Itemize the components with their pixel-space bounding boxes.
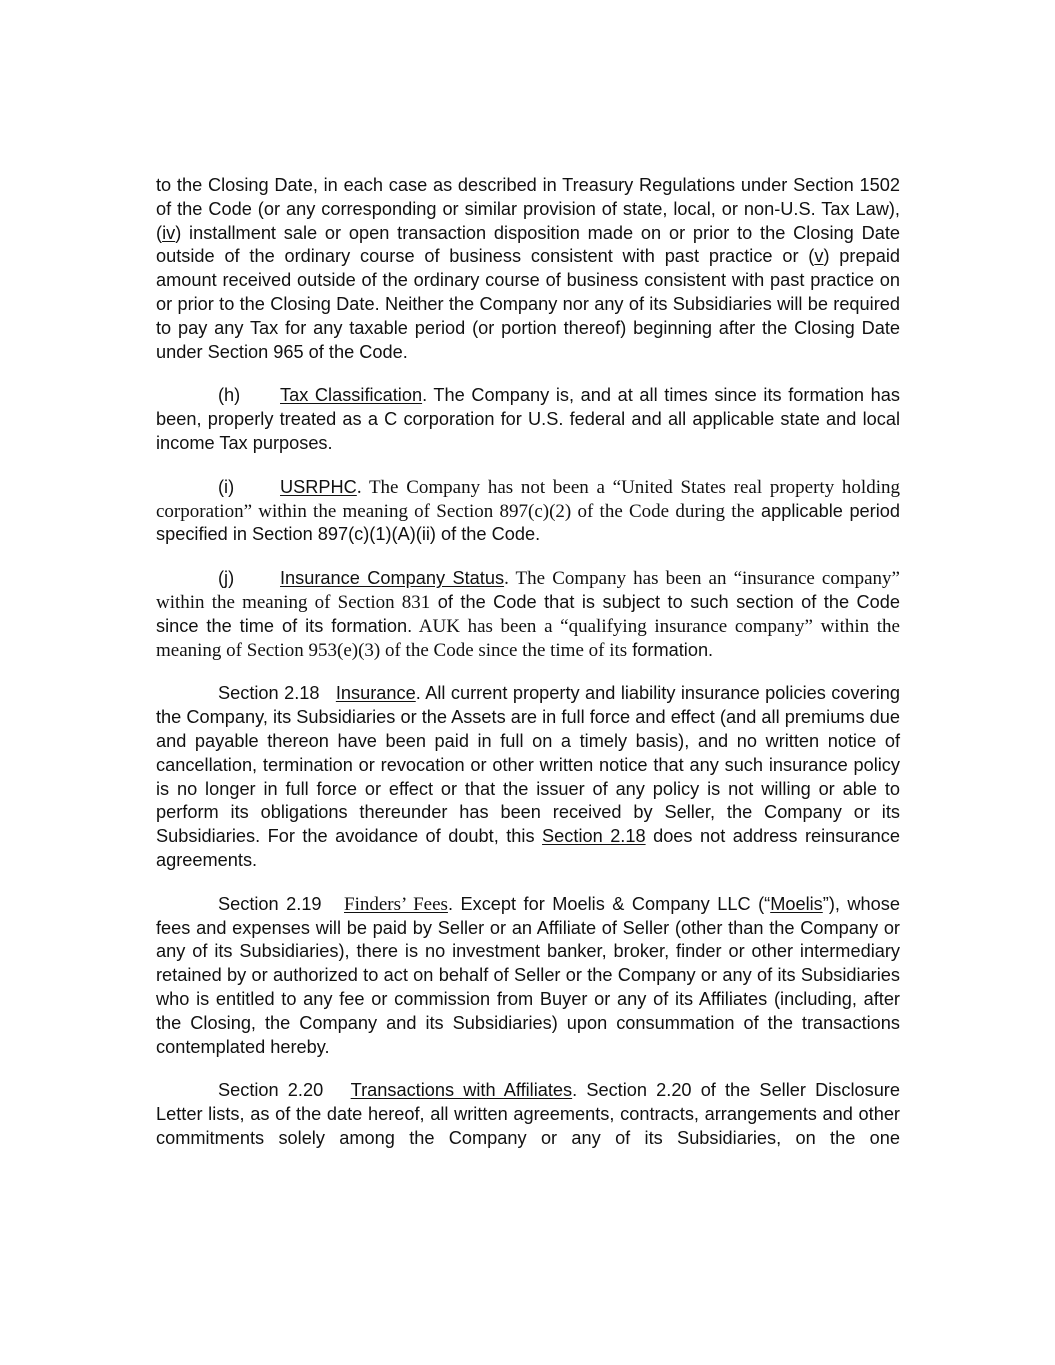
section-heading: Insurance [335,683,416,704]
section-text: . Section 2.20 of the Seller Disclosure Letter lists, as of the date hereof, all written agreements, contracts, arrangements and other commitments solely among the Company or any of its Subsidiaries, on the one [156,1080,900,1148]
clause-iv-label: iv [162,222,176,243]
section-text: ”), whose fees and expenses will be paid by Seller or an Affiliate of Seller (other than the Company or any of its Subsidiaries), there is no investment banker, broker, finder or other intermediary retained by or authorized to act on behalf of Seller or the Company or any of its Subsidiaries who is entitled to any fee or commission from Buyer or any of its Affiliates (including, after the Closing, the Company and its Subsidiaries) upon consummation of the transactions contemplated hereby. [156,893,900,1057]
paragraph-text: . The Company has not been a “United States real property holding corporation” within the meaning of Section 897(c)(2) of the Code during the [156,476,900,522]
paragraph-text: formation. [627,639,714,660]
paragraph-text: of the Code that is subject to such section of the Code since the time of its formation. [156,591,901,636]
paragraph-number: (h) [218,385,241,406]
section-text: . Except for Moelis & Company LLC (“ [447,893,771,914]
section-2-19-finders-fees [156,893,900,1060]
section-heading: Transactions with Affiliates [350,1080,573,1101]
section-2-20-transactions-with-affiliates [156,1079,900,1150]
paragraph-number: (j) [218,568,235,589]
text-run: ) prepaid amount received outside of the ordinary course of business consistent with past practice on or prior to the Closing Date. Neither the Company nor any of its Subsidiaries will be required to pay any Tax for any taxable period (or portion thereof) beginning after the Closing Date under Section 965 of the Code. [156,246,900,362]
text-run: to the Closing Date, in each case as described in Treasury Regulations under Section 1502 of the Code (or any corresponding or similar provision of state, local, or non-U.S. Tax Law), ( [156,175,900,243]
section-label: Section 2.20 [218,1080,324,1101]
section-2-18-insurance [156,682,900,872]
paragraph-text: applicable period specified in Section 897(c)(1)(A)(ii) of the Code. [156,500,900,545]
paragraph-tax-continuation [156,174,900,364]
section-cross-reference: Section 2.18 [542,826,646,847]
text-run: ) installment sale or open transaction disposition made on or prior to the Closing Date outside of the ordinary course of business consistent with past practice or ( [156,222,900,267]
section-text: does not address reinsurance agreements. [156,826,900,870]
paragraph-heading: Insurance Company Status [280,568,505,589]
paragraph-j-insurance-company-status [156,567,900,662]
section-heading: Finders’ Fees [344,893,448,915]
paragraph-text: AUK has been a “qualifying insurance company” within the meaning of Section 953(e)(3) of the Code since the time of its [156,615,900,661]
paragraph-i-usrphc [156,476,900,547]
paragraph-heading: USRPHC [280,476,357,497]
paragraph-text: . The Company has been an “insurance company” within the meaning of Section 831 [156,568,900,613]
section-text: . All current property and liability insurance policies covering the Company, its Subsidiaries or the Assets are in full force and effect (and all premiums due and payable thereon have been paid in full on a timely basis), and no written notice of cancellation, termination or revocation or other written notice that any such insurance policy is no longer in full force or effect or that the issuer of any policy is not willing or able to perform its obligations thereunder has been received by Seller, the Company or its Subsidiaries. For the avoidance of doubt, this [156,683,900,847]
section-label: Section 2.19 [218,893,322,914]
paragraph-heading: Tax Classification [280,385,423,406]
defined-term-moelis: Moelis [770,893,823,914]
paragraph-h-tax-classification [156,384,900,455]
paragraph-number: (i) [218,476,235,497]
clause-v-label: v [814,246,824,267]
section-label: Section 2.18 [218,683,320,704]
document-body [156,174,900,1151]
paragraph-text: . The Company is, and at all times since its formation has been, properly treated as a C corporation for U.S. federal and all applicable state and local income Tax purposes. [156,385,900,453]
